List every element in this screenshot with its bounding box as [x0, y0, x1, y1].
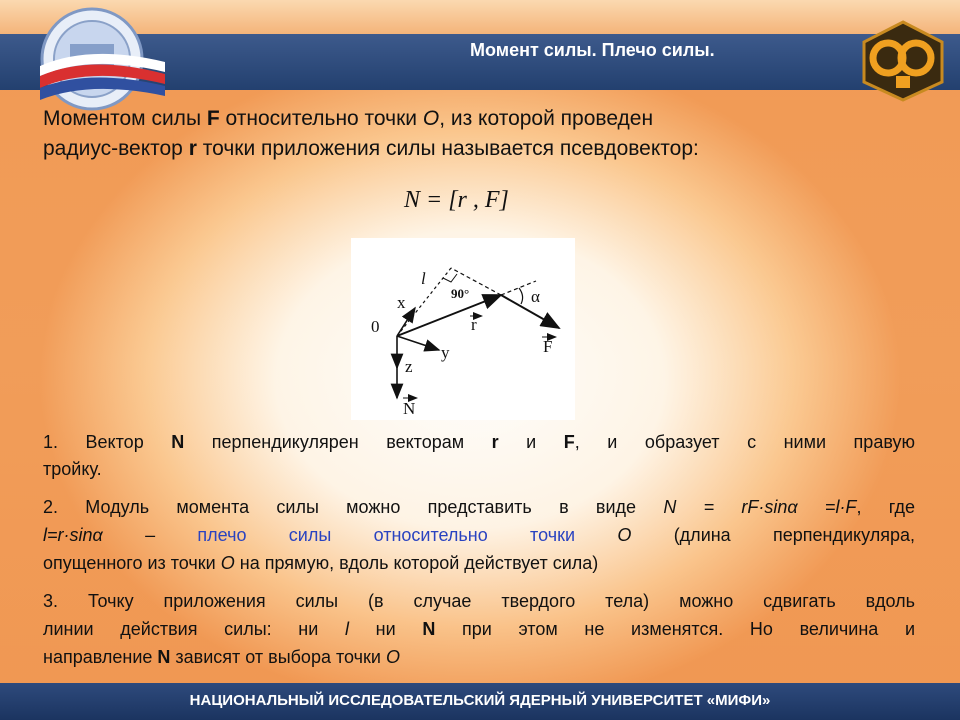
- angle-90-label: 90°: [451, 286, 470, 301]
- university-emblem-icon: [30, 4, 170, 114]
- point-2-line-2: l=r·sinα – плечо силы относительно точки O (длина перпендикуляра,: [43, 525, 915, 545]
- definition-line-2: радиус-вектор r точки приложения силы называется псевдовектор:: [43, 137, 699, 160]
- mephi-cube-logo-icon: [858, 18, 948, 102]
- definition-line-1: Моментом силы F относительно точки O, из которой проведен: [43, 107, 654, 130]
- n-vector-label: N: [403, 399, 416, 418]
- y-axis-arrow: [397, 336, 439, 350]
- point-2-line-3: опущенного из точки O на прямую, вдоль которой действует сила): [43, 553, 599, 573]
- alpha-arc: [519, 288, 523, 304]
- y-axis-label: y: [441, 343, 450, 362]
- right-angle-mark: [443, 274, 457, 282]
- footer-university-name: НАЦИОНАЛЬНЫЙ ИССЛЕДОВАТЕЛЬСКИЙ ЯДЕРНЫЙ УНИВЕРСИТЕТ «МИФИ»: [189, 692, 771, 709]
- force-moment-diagram: [351, 238, 575, 420]
- x-axis-label: x: [397, 293, 406, 312]
- point-2-line-1: 2. Модуль момента силы можно представить в виде N = rF·sinα =l·F, где: [43, 497, 915, 517]
- point-1: 1. Вектор N перпендикулярен векторам r и F, и образует с ними правую: [43, 432, 915, 452]
- definition-text: [43, 104, 913, 164]
- point-3-line-1: 3. Точку приложения силы (в случае твердого тела) можно сдвигать вдоль: [43, 591, 915, 611]
- lever-arm-link[interactable]: плечо силы относительно точки: [197, 525, 576, 545]
- f-vector: [501, 295, 559, 328]
- r-vector-label: r: [471, 315, 477, 334]
- point-1-cont: тройку.: [43, 459, 102, 479]
- f-vector-label: F: [543, 337, 553, 356]
- slide-title: Момент силы. Плечо силы.: [470, 40, 715, 60]
- alpha-label: α: [531, 287, 540, 306]
- lever-arm-label: l: [421, 269, 426, 288]
- point-3-line-3: направление N зависят от выбора точки O: [43, 647, 400, 667]
- z-axis-label: z: [405, 357, 413, 376]
- origin-label: 0: [371, 317, 380, 336]
- point-3-line-2: линии действия силы: ни l ни N при этом не изменятся. Но величина и: [43, 619, 916, 639]
- moment-formula: N = [r , F]: [404, 187, 509, 213]
